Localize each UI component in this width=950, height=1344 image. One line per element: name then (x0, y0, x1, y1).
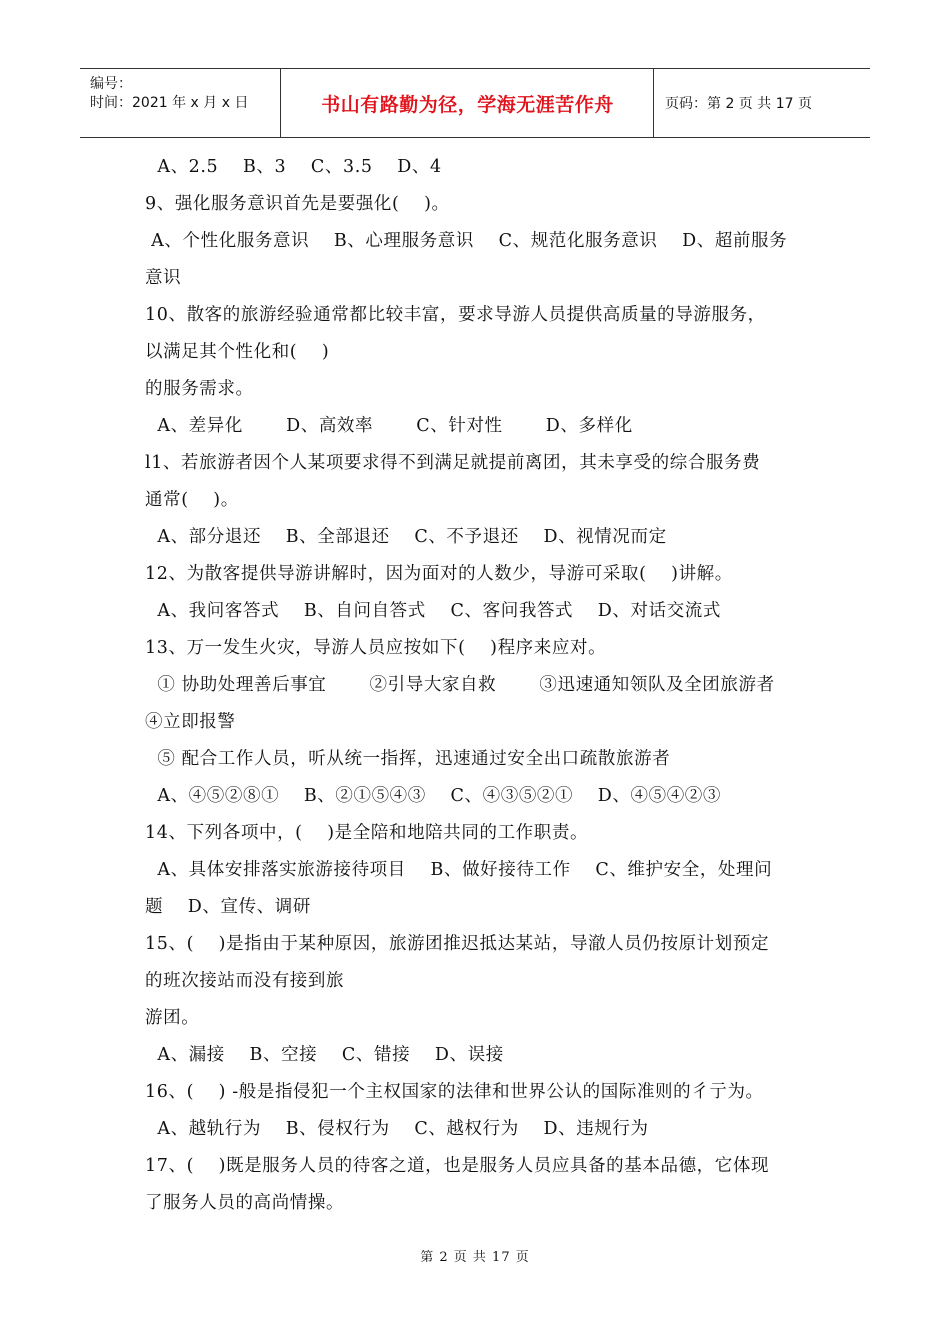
header-motto: 书山有路勤为径，学海无涯苦作舟 (321, 94, 614, 116)
text-line: A、我问客答式 B、自问自答式 C、客问我答式 D、对话交流式 (145, 601, 721, 621)
time-label: 时间：2021 年 x 月 x 日 (90, 95, 249, 111)
text-line: ④立即报警 (145, 712, 236, 732)
text-line: 10、散客的旅游经验通常都比较丰富，要求导游人员提供高质量的导游服务， (145, 305, 766, 325)
text-line: A、2.5 B、3 C、3.5 D、4 (145, 157, 442, 177)
document-header (80, 68, 870, 138)
number-label: 编号： (90, 76, 132, 92)
page-indicator: 页码：第 2 页 共 17 页 (665, 96, 812, 112)
text-line: A、越轨行为 B、侵权行为 C、越权行为 D、违规行为 (145, 1119, 649, 1139)
text-line: 16、( ) -般是指侵犯一个主权国家的法律和世界公认的国际准则的彳亍为。 (145, 1082, 764, 1102)
text-line: 12、为散客提供导游讲解时，因为面对的人数少，导游可采取( )讲解。 (145, 564, 733, 584)
text-line: 的服务需求。 (145, 379, 254, 399)
text-line: 17、( )既是服务人员的待客之道，也是服务人员应具备的基本品德，它体现 (145, 1156, 770, 1176)
text-line: 通常( )。 (145, 490, 239, 510)
text-line: A、具体安排落实旅游接待项目 B、做好接待工作 C、维护安全，处理问 (145, 860, 773, 880)
header-left-cell (80, 69, 281, 137)
text-line: l1、若旅游者因个人某项要求得不到满足就提前离团，其未享受的综合服务费 (145, 453, 761, 473)
text-line: 了服务人员的高尚情操。 (145, 1193, 345, 1213)
text-line: A、差异化 D、高效率 C、针对性 D、多样化 (145, 416, 633, 436)
text-line: 的班次接站而没有接到旅 (145, 971, 345, 991)
text-line: 14、下列各项中，( )是全陪和地陪共同的工作职责。 (145, 823, 589, 843)
text-line: 9、强化服务意识首先是要强化( )。 (145, 194, 450, 214)
header-right-cell (655, 69, 870, 137)
text-line: 题 D、宣传、调研 (145, 897, 311, 917)
text-line: 以满足其个性化和( ) (145, 342, 330, 362)
text-line: ⑤ 配合工作人员，听从统一指挥，迅速通过安全出口疏散旅游者 (145, 749, 671, 769)
text-line: A、部分退还 B、全部退还 C、不予退还 D、视情况而定 (145, 527, 667, 547)
text-line: A、个性化服务意识 B、心理服务意识 C、规范化服务意识 D、超前服务 (145, 231, 788, 251)
text-line: 15、( )是指由于某种原因，旅游团推迟抵达某站，导澈人员仍按原计划预定 (145, 934, 770, 954)
text-line: ① 协助处理善后事宜 ②引导大家自救 ③迅速通知领队及全团旅游者 (145, 675, 775, 695)
text-line: 意识 (145, 268, 182, 288)
text-line: A、漏接 B、空接 C、错接 D、误接 (145, 1045, 504, 1065)
text-line: 13、万一发生火灾，导游人员应按如下( )程序来应对。 (145, 638, 607, 658)
text-line: A、④⑤②⑧① B、②①⑤④③ C、④③⑤②① D、④⑤④②③ (145, 786, 721, 806)
page-footer: 第 2 页 共 17 页 (420, 1250, 530, 1265)
header-middle-cell (282, 69, 654, 137)
text-line: 游团。 (145, 1008, 200, 1028)
